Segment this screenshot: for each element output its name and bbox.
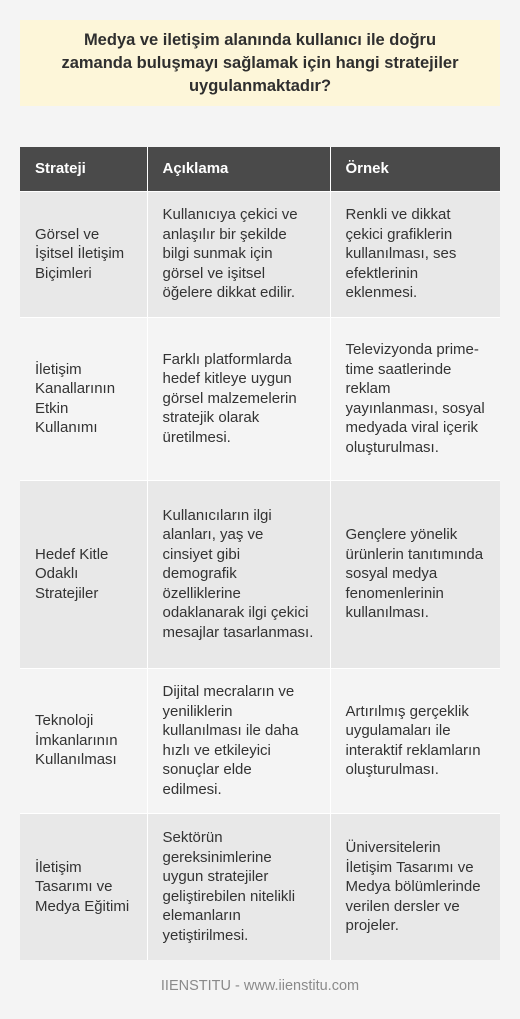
description-cell: Kullanıcıya çekici ve anlaşılır bir şekilde bilgi sunmak için görsel ve işitsel öğelere dikkat edilir. — [147, 191, 330, 317]
strategy-cell: İletişim Tasarımı ve Medya Eğitimi — [20, 813, 147, 960]
table-header-row — [20, 147, 500, 191]
question-box — [20, 20, 500, 106]
strategy-cell: İletişim Kanallarının Etkin Kullanımı — [20, 317, 147, 480]
strategy-cell: Hedef Kitle Odaklı Stratejiler — [20, 480, 147, 668]
table-row — [20, 317, 500, 480]
example-cell: Gençlere yönelik ürünlerin tanıtımında sosyal medya fenomenlerinin kullanılması. — [330, 480, 500, 668]
strategy-cell: Görsel ve İşitsel İletişim Biçimleri — [20, 191, 147, 317]
table-row — [20, 813, 500, 960]
question-title: Medya ve iletişim alanında kullanıcı ile doğru zamanda buluşmayı sağlamak için hangi stratejiler uygulanmaktadır? — [61, 30, 459, 95]
example-cell: Artırılmış gerçeklik uygulamaları ile interaktif reklamların oluşturulması. — [330, 668, 500, 813]
strategy-table — [20, 147, 500, 960]
table-row — [20, 480, 500, 668]
description-cell: Farklı platformlarda hedef kitleye uygun görsel malzemelerin stratejik olarak üretilmesi. — [147, 317, 330, 480]
column-header-description: Açıklama — [147, 147, 330, 191]
example-cell: Televizyonda prime-time saatlerinde reklam yayınlanması, sosyal medyada viral içerik oluşturulması. — [330, 317, 500, 480]
example-cell: Renkli ve dikkat çekici grafiklerin kullanılması, ses efektlerinin eklenmesi. — [330, 191, 500, 317]
description-cell: Kullanıcıların ilgi alanları, yaş ve cinsiyet gibi demografik özelliklerine odaklanarak ilgi çekici mesajlar tasarlanması. — [147, 480, 330, 668]
table-row — [20, 191, 500, 317]
strategy-cell: Teknoloji İmkanlarının Kullanılması — [20, 668, 147, 813]
description-cell: Dijital mecraların ve yeniliklerin kullanılması ile daha hızlı ve etkileyici sonuçlar elde edilmesi. — [147, 668, 330, 813]
description-cell: Sektörün gereksinimlerine uygun stratejiler geliştirebilen nitelikli elemanların yetiştirilmesi. — [147, 813, 330, 960]
column-header-strategy: Strateji — [20, 147, 147, 191]
example-cell: Üniversitelerin İletişim Tasarımı ve Medya bölümlerinde verilen dersler ve projeler. — [330, 813, 500, 960]
footer-credit: IIENSTITU - www.iienstitu.com — [160, 978, 360, 994]
table-row — [20, 668, 500, 813]
column-header-example: Örnek — [330, 147, 500, 191]
